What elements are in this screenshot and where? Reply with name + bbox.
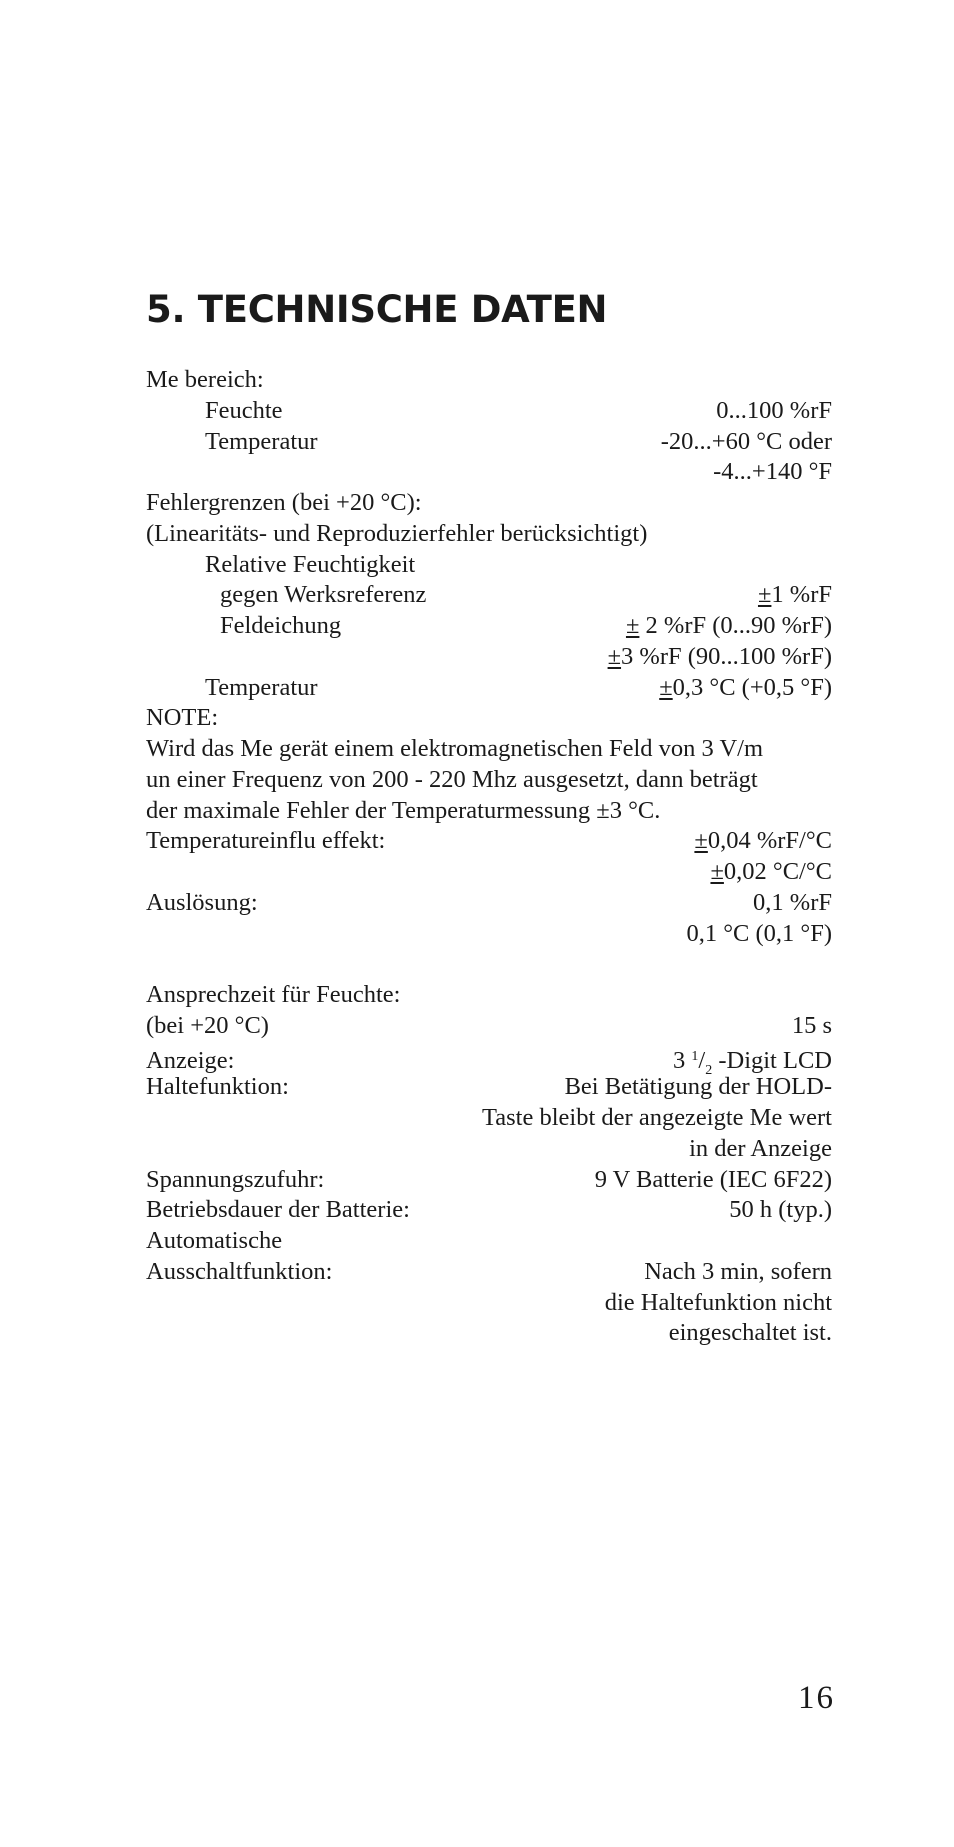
fraction-slash: / (698, 1046, 706, 1074)
spec-row (146, 550, 832, 581)
page-number: 16 (798, 1680, 835, 1716)
spec-value: 50 h (typ.) (729, 1196, 832, 1224)
spec-value (710, 857, 832, 888)
spec-row (146, 1257, 832, 1288)
spec-value (694, 826, 832, 857)
spec-row (146, 642, 832, 673)
spec-row (146, 1072, 832, 1103)
spec-value: 0,1 %rF (753, 888, 832, 916)
spec-value-text: -Digit LCD (712, 1046, 832, 1074)
note-line (146, 765, 832, 796)
spec-label: Fehlergrenzen (bei +20 °C): (146, 489, 422, 516)
spec-label: Me bereich: (146, 366, 264, 393)
spec-label: Spannungszufuhr: (146, 1165, 325, 1193)
spec-value-text: 1 %rF (771, 581, 832, 609)
spec-value: -20...+60 °C oder (660, 427, 832, 455)
spec-row (146, 673, 832, 704)
spec-row (146, 1195, 832, 1226)
spec-label: Anzeige: (146, 1046, 235, 1074)
spec-value: eingeschaltet ist. (668, 1319, 832, 1347)
spec-row (146, 396, 832, 427)
section-heading: 5. TECHNISCHE DATEN (146, 288, 608, 331)
spec-label: Haltefunktion: (146, 1073, 289, 1101)
spec-row (146, 488, 832, 519)
plus-minus-sign: ± (659, 673, 673, 701)
spec-label: Ansprechzeit für Feuchte: (146, 981, 401, 1008)
fraction-denominator: 2 (705, 1062, 713, 1078)
spec-row (146, 857, 832, 888)
spec-row (146, 580, 832, 611)
spec-value: die Haltefunktion nicht (604, 1288, 832, 1316)
spec-value: 0...100 %rF (716, 396, 832, 424)
spec-row (146, 519, 832, 550)
spec-value-text: 0,3 °C (+0,5 °F) (672, 673, 832, 701)
spec-value: 9 V Batterie (IEC 6F22) (594, 1165, 832, 1193)
spec-row (146, 826, 832, 857)
plus-minus-sign: ± (757, 581, 772, 609)
plus-minus-sign: ± (607, 642, 622, 670)
spec-row (146, 1134, 832, 1165)
spec-value (626, 611, 832, 642)
spec-row (146, 611, 832, 642)
spec-row (146, 1288, 832, 1319)
note-text: Wird das Me gerät einem elektromagnetischen Feld von 3 V/m (146, 735, 764, 762)
note-text: der maximale Fehler der Temperaturmessung ±3 °C. (146, 796, 661, 824)
spec-row (146, 919, 832, 950)
spec-label: Ausschaltfunktion: (146, 1257, 333, 1285)
note-label: NOTE: (146, 704, 219, 732)
spec-value: Taste bleibt der angezeigte Me wert (482, 1104, 832, 1131)
spec-value: -4...+140 °F (713, 458, 832, 486)
spec-label: Auslösung: (146, 888, 258, 916)
note-line (146, 796, 832, 827)
spec-list (146, 365, 832, 1349)
spec-label: Feuchte (205, 396, 283, 424)
fraction-numerator: 1 (691, 1048, 699, 1064)
plus-minus-sign: ± (710, 858, 724, 885)
spec-row (146, 1042, 832, 1078)
spec-label: Temperatureinflu effekt: (146, 827, 386, 855)
spec-row (146, 1165, 832, 1196)
plus-minus-sign: ± (694, 827, 708, 855)
spec-label: Feldeichung (220, 612, 342, 639)
spec-value: Bei Betätigung der HOLD- (564, 1073, 832, 1101)
spec-value: Nach 3 min, sofern (644, 1257, 832, 1285)
spec-value: 15 s (791, 1011, 832, 1039)
spec-label: (bei +20 °C) (146, 1011, 269, 1039)
spec-label: Betriebsdauer der Batterie: (146, 1196, 410, 1224)
digit-count: 3 (673, 1046, 692, 1074)
spec-value-text: 3 %rF (90...100 %rF) (621, 642, 832, 670)
spec-row (146, 457, 832, 488)
spec-row (146, 1226, 832, 1257)
spec-row (146, 1103, 832, 1134)
spec-value-text: 2 %rF (0...90 %rF) (639, 612, 832, 639)
note-line (146, 734, 832, 765)
spec-row (146, 888, 832, 919)
spec-label: Automatische (146, 1227, 283, 1254)
spec-row (146, 1011, 832, 1042)
note-text: un einer Frequenz von 200 - 220 Mhz ausgesetzt, dann beträgt (146, 765, 758, 793)
spec-row (146, 703, 832, 734)
spec-row (146, 365, 832, 396)
plus-minus-sign: ± (625, 612, 640, 639)
spec-value-text: 0,04 %rF/°C (707, 827, 832, 855)
spec-label: Temperatur (205, 427, 318, 455)
spec-value-text: 0,02 °C/°C (723, 858, 832, 885)
spacer-row (146, 949, 832, 980)
spec-row (146, 427, 832, 458)
spec-value (758, 580, 832, 611)
spec-label: (Linearitäts- und Reproduzierfehler berücksichtigt) (146, 519, 648, 547)
spec-label: Relative Feuchtigkeit (205, 550, 416, 578)
spec-row (146, 980, 832, 1011)
spec-value: in der Anzeige (689, 1134, 832, 1162)
spec-value (608, 642, 832, 673)
spec-value: 0,1 °C (0,1 °F) (686, 919, 832, 947)
spec-value (659, 673, 832, 704)
spec-label: gegen Werksreferenz (220, 581, 427, 609)
spec-label: Temperatur (205, 673, 318, 701)
spec-row (146, 1318, 832, 1349)
